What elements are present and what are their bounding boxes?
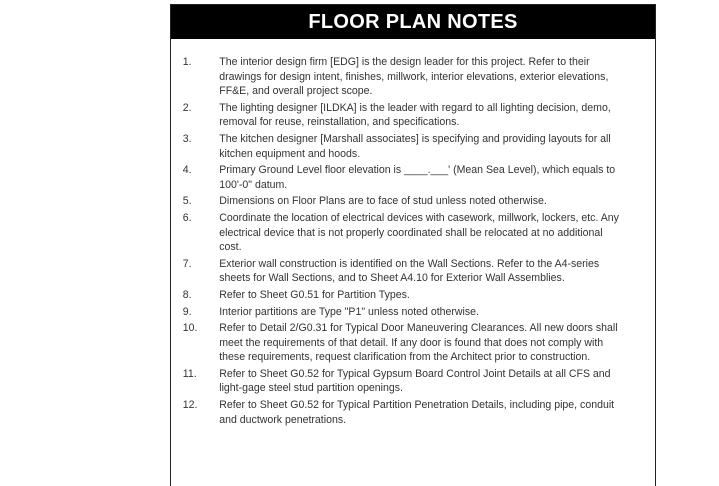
note-number: 11.	[182, 367, 197, 380]
floor-plan-notes-sheet	[170, 4, 656, 486]
note-text: Coordinate the location of electrical devices with casework, millwork, lockers, etc. Any electrical device that is not properly coordinated shall be relocated at no additional cost.	[219, 211, 619, 254]
note-number: 4.	[182, 164, 192, 177]
note-item	[177, 194, 624, 209]
note-text: Primary Ground Level floor elevation is ____.___' (Mean Sea Level), which equals to 100'-0" datum.	[219, 164, 616, 191]
note-text: The interior design firm [EDG] is the design leader for this project. Refer to their drawings for design intent, finishes, millwork, interior elevations, exterior elevations, FF&E, and overall project scope.	[219, 56, 609, 98]
note-text: Exterior wall construction is identified on the Wall Sections. Refer to the A4-series sheets for Wall Sections, and to Sheet A4.10 for Exterior Wall Assemblies.	[219, 257, 600, 285]
note-item	[177, 55, 624, 99]
sheet-title: FLOOR PLAN NOTES	[308, 10, 518, 33]
note-number: 1.	[182, 56, 192, 68]
note-item	[177, 321, 624, 365]
note-number: 5.	[182, 195, 192, 208]
note-number: 12.	[182, 399, 198, 412]
note-item	[177, 398, 624, 427]
note-item	[177, 367, 624, 396]
note-item	[177, 163, 624, 192]
note-item	[177, 257, 624, 286]
note-text: The lighting designer [ILDKA] is the leader with regard to all lighting decision, demo, removal for reuse, reinstallation, and specifications.	[219, 101, 611, 129]
note-number: 7.	[182, 257, 192, 270]
note-text: Refer to Sheet G0.51 for Partition Types.	[219, 288, 410, 301]
note-item	[177, 211, 624, 255]
note-text: Refer to Detail 2/G0.31 for Typical Door Maneuvering Clearances. All new doors shall meet the requirements of that detail. If any door is found that does not comply with these requirements, request clarification from the Architect prior to construction.	[219, 322, 618, 364]
note-item	[177, 288, 624, 303]
note-item	[177, 101, 624, 130]
title-bar	[171, 5, 655, 39]
notes-list	[171, 39, 655, 427]
note-number: 8.	[182, 288, 192, 301]
note-item	[177, 305, 624, 320]
note-text: Interior partitions are Type "P1" unless noted otherwise.	[219, 305, 479, 318]
note-number: 10.	[182, 322, 198, 335]
note-number: 6.	[182, 211, 192, 224]
note-number: 9.	[182, 305, 192, 318]
note-item	[177, 132, 624, 161]
note-number: 3.	[182, 132, 192, 145]
note-text: Refer to Sheet G0.52 for Typical Partition Penetration Details, including pipe, conduit and ductwork penetrations.	[219, 399, 615, 426]
note-text: Refer to Sheet G0.52 for Typical Gypsum Board Control Joint Details at all CFS and light-gage steel stud partition openings.	[219, 367, 611, 395]
note-text: Dimensions on Floor Plans are to face of stud unless noted otherwise.	[219, 195, 547, 208]
note-number: 2.	[182, 101, 192, 114]
note-text: The kitchen designer [Marshall associates] is specifying and providing layouts for all kitchen equipment and hoods.	[219, 132, 611, 160]
